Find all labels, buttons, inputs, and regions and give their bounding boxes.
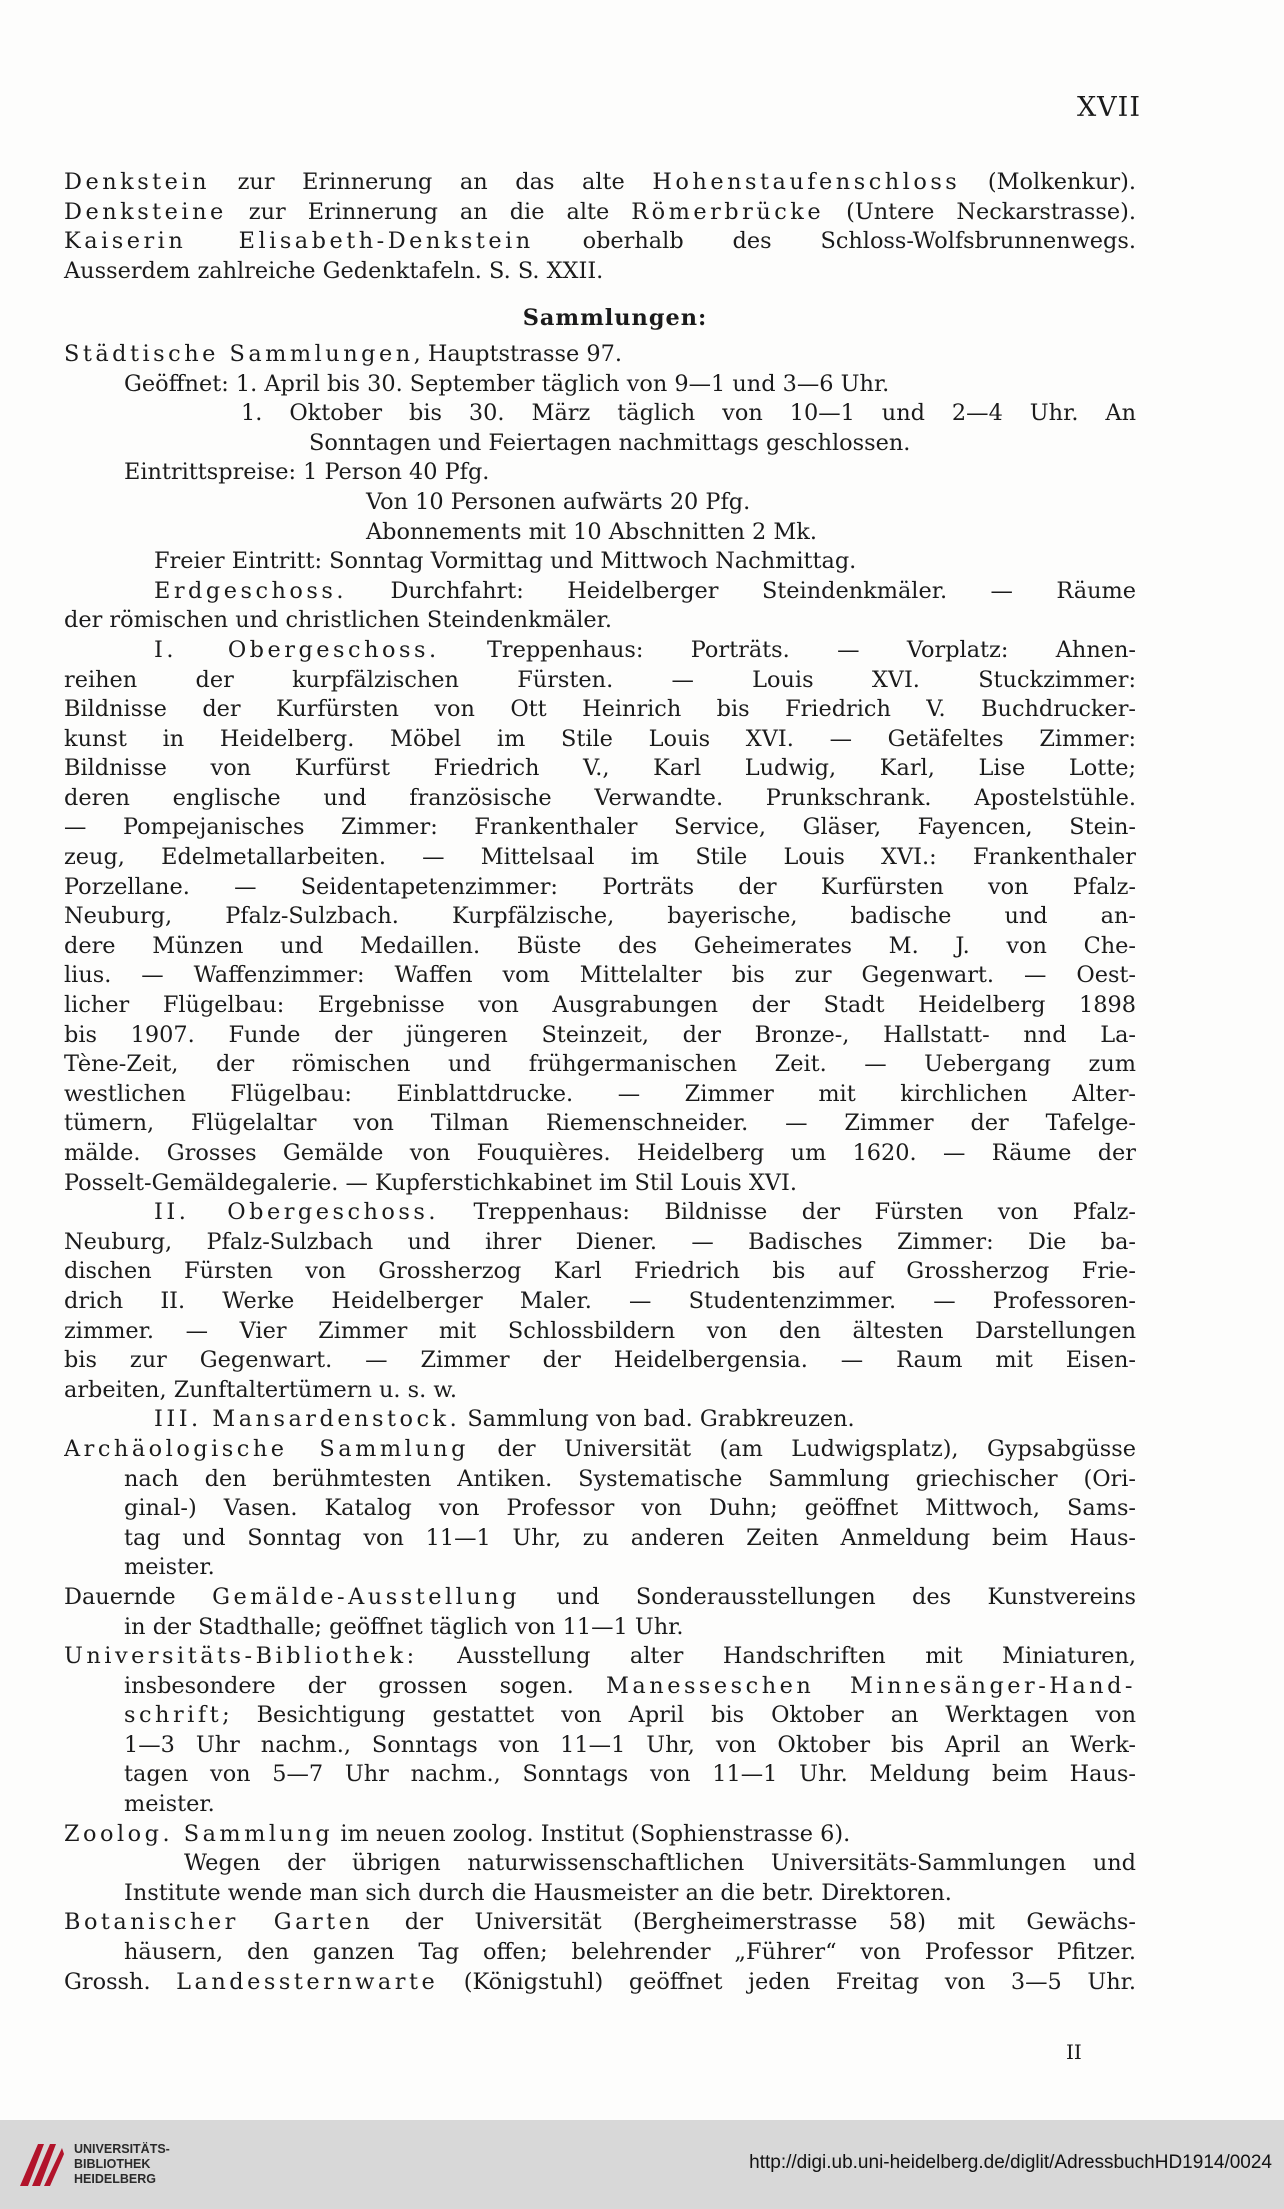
text-run: Treppenhaus: Bildnisse der Fürsten von Pfalz- xyxy=(439,1199,1136,1226)
spaced-term: Landessternwarte xyxy=(176,1968,439,1995)
library-name-line: BIBLIOTHEK xyxy=(74,2157,151,2171)
text-line: bis zur Gegenwart. — Zimmer der Heidelbergensia. — Raum mit Eisen- xyxy=(64,1347,1136,1374)
text-line: Posselt-Gemäldegalerie. — Kupferstichkabinet im Stil Louis XVI. xyxy=(64,1169,797,1196)
text-line: drich II. Werke Heidelberger Maler. — Studentenzimmer. — Professoren- xyxy=(64,1287,1136,1314)
line-obergeschoss-1 xyxy=(64,636,1136,666)
text-run: Ausstellung alter Handschriften mit Miniaturen, xyxy=(417,1643,1136,1670)
line-hours-2: 1. Oktober bis 30. März täglich von 10—1 und 2—4 Uhr. An xyxy=(241,400,1136,427)
text-line: westlichen Flügelbau: Einblattdrucke. — Zimmer mit kirchlichen Alter- xyxy=(64,1080,1136,1107)
text-line: deren englische und französische Verwandte. Prunkschrank. Apostelstühle. xyxy=(64,784,1136,811)
text-line: mälde. Grosses Gemälde von Fouquières. Heidelberg um 1620. — Räume der xyxy=(64,1140,1136,1166)
line-universitaets-bibliothek xyxy=(64,1642,1136,1672)
spaced-term: Kaiserin Elisabeth-Denkstein xyxy=(64,228,534,255)
text-line xyxy=(64,1701,1136,1731)
spaced-term: Manesseschen Minnesänger-Hand- xyxy=(606,1672,1136,1699)
spaced-term: Denksteine xyxy=(64,198,227,225)
spaced-term: Erdgeschoss. xyxy=(154,577,347,604)
spaced-term: schrift xyxy=(124,1702,223,1729)
viewer-footer xyxy=(0,2120,1284,2209)
text-line: Wegen der übrigen naturwissenschaftlichen Universitäts-Sammlungen und xyxy=(184,1850,1136,1877)
spaced-term: Gemälde-Ausstellung xyxy=(212,1583,520,1610)
text-line: licher Flügelbau: Ergebnisse von Ausgrabungen der Stadt Heidelberg 1898 xyxy=(64,992,1136,1019)
line-kaiserin-elisabeth xyxy=(64,227,1136,257)
text-run: Grossh. xyxy=(64,1968,177,1995)
text-run: zur Erinnerung an das alte xyxy=(210,169,653,195)
text-line: tümern, Flügelaltar von Tilman Riemenschneider. — Zimmer der Tafelge- xyxy=(64,1110,1136,1137)
text-line: zimmer. — Vier Zimmer mit Schlossbildern von den ältesten Darstellungen xyxy=(64,1317,1136,1344)
line-denkstein-hohenstaufen xyxy=(64,168,1136,198)
text-line: häusern, den ganzen Tag offen; belehrender „Führer“ von Professor Pfitzer. xyxy=(124,1939,1136,1966)
text-line: Institute wende man sich durch die Hausmeister an die betr. Direktoren. xyxy=(124,1879,952,1906)
text-line: Bildnisse der Kurfürsten von Ott Heinrich bis Friedrich V. Buchdrucker- xyxy=(64,696,1136,723)
text-run: , Hauptstrasse 97. xyxy=(413,340,623,367)
text-run: (Königstuhl) geöffnet jeden Freitag von 3—5 Uhr. xyxy=(438,1968,1136,1995)
line-botanischer-garten xyxy=(64,1908,1136,1938)
text-run: und Sonderausstellungen des Kunstvereins xyxy=(519,1583,1136,1610)
text-run: oberhalb des Schloss-Wolfsbrunnenwegs. xyxy=(533,228,1136,255)
text-line: kunst in Heidelberg. Möbel im Stile Louis XVI. — Getäfeltes Zimmer: xyxy=(64,725,1136,752)
text-run: ; Besichtigung gestattet von April bis Oktober an Werktagen von xyxy=(222,1702,1136,1729)
spaced-term: III. Mansardenstock. xyxy=(154,1406,461,1433)
text-run: (Molkenkur). xyxy=(960,169,1136,195)
text-line: tag und Sonntag von 11—1 Uhr, zu anderen Zeiten Anmeldung beim Haus- xyxy=(124,1524,1136,1551)
spaced-term: Städtische Sammlungen xyxy=(64,340,414,367)
spaced-term: Römerbrücke xyxy=(631,198,825,225)
text-line: lius. — Waffenzimmer: Waffen vom Mittelalter bis zur Gegenwart. — Oest- xyxy=(64,962,1136,989)
text-line: Porzellane. — Seidentapetenzimmer: Porträts der Kurfürsten von Pfalz- xyxy=(64,873,1136,900)
line-price-3: Abonnements mit 10 Abschnitten 2 Mk. xyxy=(366,518,817,545)
body-text xyxy=(64,168,1136,1997)
university-library-logo-icon xyxy=(14,2138,68,2192)
signature-mark: II xyxy=(1066,2040,1082,2064)
line-hours-1: Geöffnet: 1. April bis 30. September täglich von 9—1 und 3—6 Uhr. xyxy=(124,370,890,397)
text-line: meister. xyxy=(124,1791,215,1818)
text-run: zur Erinnerung an die alte xyxy=(226,198,632,225)
text-run: der Universität (Bergheimerstrasse 58) mit Gewächs- xyxy=(373,1909,1136,1936)
line-gedenktafeln: Ausserdem zahlreiche Gedenktafeln. S. S. XXII. xyxy=(64,257,604,284)
line-price-2: Von 10 Personen aufwärts 20 Pfg. xyxy=(366,488,751,515)
page-number: XVII xyxy=(1076,92,1141,123)
text-line: in der Stadthalle; geöffnet täglich von 11—1 Uhr. xyxy=(124,1613,684,1640)
section-heading-sammlungen: Sammlungen: xyxy=(522,305,708,332)
text-run: Treppenhaus: Porträts. — Vorplatz: Ahnen- xyxy=(439,636,1136,663)
line-erdgeschoss xyxy=(64,577,1136,607)
line-mansardenstock xyxy=(64,1405,1136,1435)
permalink-url[interactable]: http://digi.ub.uni-heidelberg.de/diglit/AdressbuchHD1914/0024 xyxy=(749,2152,1272,2173)
spaced-term: I. Obergeschoss. xyxy=(154,636,440,663)
text-line: dischen Fürsten von Grossherzog Karl Friedrich bis auf Grossherzog Frie- xyxy=(64,1258,1136,1285)
text-line: arbeiten, Zunftaltertümern u. s. w. xyxy=(64,1376,457,1403)
spaced-term: Botanischer Garten xyxy=(64,1909,374,1936)
text-line: 1—3 Uhr nachm., Sonntags von 11—1 Uhr, von Oktober bis April an Werk- xyxy=(124,1731,1136,1758)
spaced-term: II. Obergeschoss. xyxy=(154,1199,440,1226)
text-run: im neuen zoolog. Institut (Sophienstrasse 6). xyxy=(333,1820,851,1847)
text-run: (Untere Neckarstrasse). xyxy=(824,198,1136,225)
spaced-term: Denkstein xyxy=(64,169,211,195)
line-archaeologische-sammlung xyxy=(64,1435,1136,1465)
line-erdgeschoss-2: der römischen und christlichen Steindenkmäler. xyxy=(64,607,612,634)
library-name-line: HEIDELBERG xyxy=(74,2172,156,2186)
text-line: Neuburg, Pfalz-Sulzbach. Kurpfälzische, bayerische, badische und an- xyxy=(64,903,1136,930)
text-line: nach den berühmtesten Antiken. Systematische Sammlung griechischer (Ori- xyxy=(124,1465,1136,1492)
spaced-term: Hohenstaufenschloss xyxy=(652,169,961,195)
text-line: reihen der kurpfälzischen Fürsten. — Louis XVI. Stuckzimmer: xyxy=(64,666,1136,693)
spaced-term: Universitäts-Bibliothek: xyxy=(64,1643,418,1670)
spaced-term: Archäologische Sammlung xyxy=(64,1435,469,1462)
text-line: Neuburg, Pfalz-Sulzbach und ihrer Diener. — Badisches Zimmer: Die ba- xyxy=(64,1228,1136,1255)
line-zoolog-sammlung xyxy=(64,1820,1136,1850)
line-denksteine-roemerbruecke xyxy=(64,198,1136,228)
line-obergeschoss-2 xyxy=(64,1198,1136,1228)
text-run: insbesondere der grossen sogen. xyxy=(124,1672,606,1699)
line-landessternwarte xyxy=(64,1968,1136,1998)
text-line: tagen von 5—7 Uhr nachm., Sonntags von 11—1 Uhr. Meldung beim Haus- xyxy=(124,1761,1136,1788)
library-name-line: UNIVERSITÄTS- xyxy=(74,2142,170,2156)
text-run: Dauernde xyxy=(64,1583,213,1610)
line-free-entry: Freier Eintritt: Sonntag Vormittag und Mittwoch Nachmittag. xyxy=(154,548,857,575)
text-line: ginal-) Vasen. Katalog von Professor von Duhn; geöffnet Mittwoch, Sams- xyxy=(124,1495,1136,1522)
line-gemaelde-ausstellung xyxy=(64,1583,1136,1613)
text-line: meister. xyxy=(124,1554,215,1581)
text-line: dere Münzen und Medaillen. Büste des Geheimerates M. J. von Che- xyxy=(64,932,1136,959)
text-run: Sammlung von bad. Grabkreuzen. xyxy=(460,1406,855,1433)
text-line: — Pompejanisches Zimmer: Frankenthaler Service, Gläser, Fayencen, Stein- xyxy=(64,814,1136,841)
line-staedtische-sammlungen xyxy=(64,340,1136,370)
line-hours-3: Sonntagen und Feiertagen nachmittags geschlossen. xyxy=(309,429,911,456)
library-name xyxy=(74,2142,170,2187)
text-line xyxy=(64,1672,1136,1702)
text-line: Bildnisse von Kurfürst Friedrich V., Karl Ludwig, Karl, Lise Lotte; xyxy=(64,755,1136,782)
text-line: Tène-Zeit, der römischen und frühgermanischen Zeit. — Uebergang zum xyxy=(64,1051,1136,1078)
spaced-term: Zoolog. Sammlung xyxy=(64,1820,334,1847)
text-line: bis 1907. Funde der jüngeren Steinzeit, der Bronze-, Hallstatt- nnd La- xyxy=(64,1021,1136,1048)
text-run: Durchfahrt: Heidelberger Steindenkmäler. — Räume xyxy=(347,577,1136,604)
text-line: zeug, Edelmetallarbeiten. — Mittelsaal im Stile Louis XVI.: Frankenthaler xyxy=(64,844,1136,871)
line-price-1: Eintrittspreise: 1 Person 40 Pfg. xyxy=(124,459,490,486)
text-run: der Universität (am Ludwigsplatz), Gypsabgüsse xyxy=(468,1435,1136,1462)
